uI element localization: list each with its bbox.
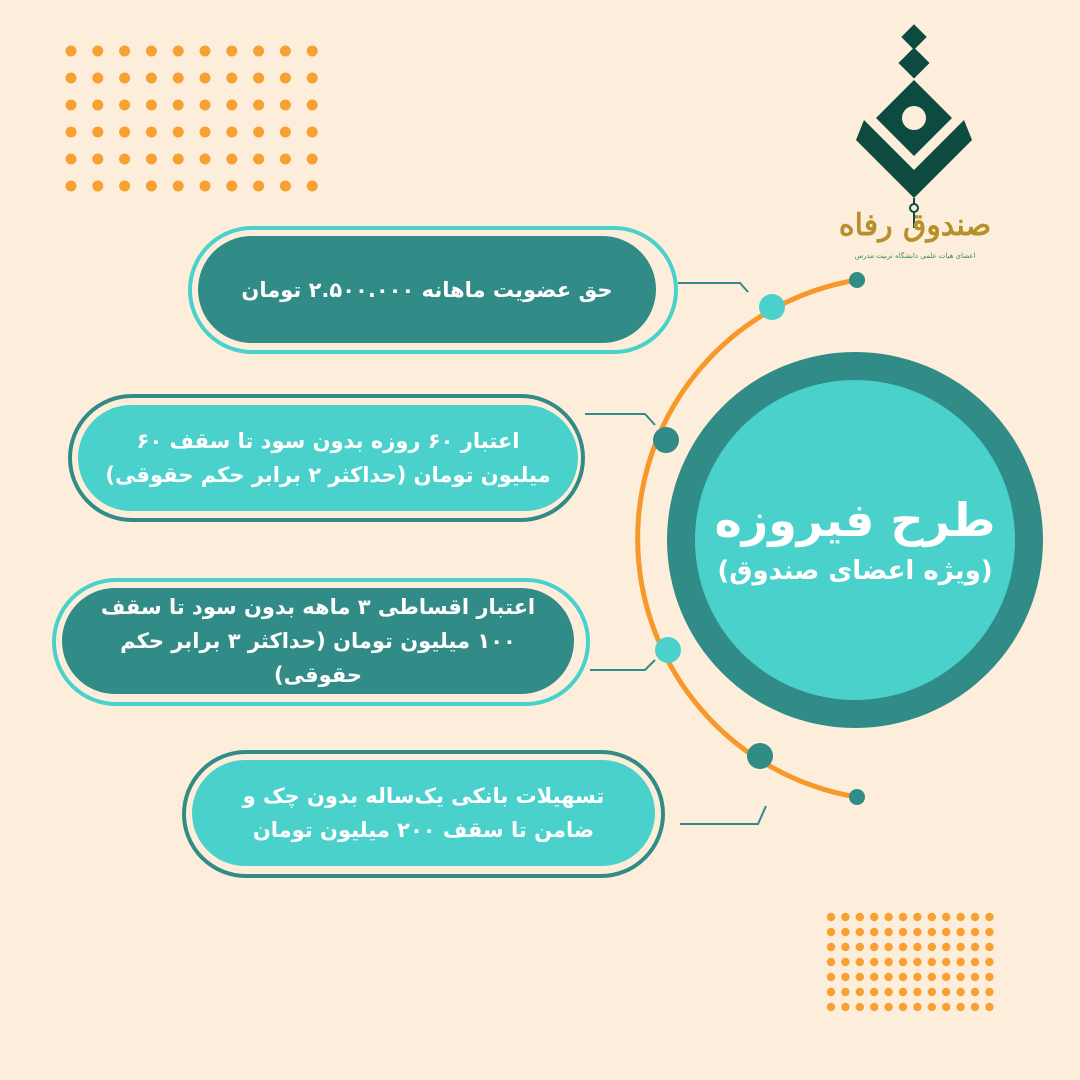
item-2-text: اعتبار ۶۰ روزه بدون سود تا سقف ۶۰ میلیون تومان (حداکثر ۲ برابر حکم حقوقی): [105, 429, 551, 487]
decor-dot: [913, 943, 921, 951]
connector-2: [585, 414, 655, 425]
decor-dot: [827, 928, 835, 936]
decor-dot: [173, 100, 184, 111]
decor-dot: [200, 73, 211, 84]
decor-dot: [66, 46, 77, 57]
decor-dot: [884, 928, 892, 936]
decor-dot: [827, 943, 835, 951]
plan-subtitle: (ویژه اعضای صندوق): [717, 556, 993, 586]
decor-dot: [307, 73, 318, 84]
timeline-node-2: [653, 427, 679, 453]
decor-dot: [173, 127, 184, 138]
decor-dot: [307, 154, 318, 165]
decor-dot: [985, 973, 993, 981]
decor-dot: [92, 154, 103, 165]
decor-dot: [870, 973, 878, 981]
decor-dot: [146, 181, 157, 192]
decor-dot: [971, 958, 979, 966]
decor-dot: [856, 973, 864, 981]
decor-dot: [956, 958, 964, 966]
decor-dot: [899, 913, 907, 921]
decor-dot: [884, 943, 892, 951]
decor-dot: [928, 1003, 936, 1011]
decor-dot: [884, 958, 892, 966]
decor-dot: [92, 46, 103, 57]
decor-dot: [942, 913, 950, 921]
item-4-text: تسهیلات بانکی یک‌ساله بدون چک و ضامن تا سقف ۲۰۰ میلیون تومان: [242, 784, 605, 842]
decor-dot: [942, 973, 950, 981]
decor-dot: [899, 973, 907, 981]
decor-dot: [226, 100, 237, 111]
decor-dot: [942, 928, 950, 936]
decor-dot: [841, 943, 849, 951]
decor-dot: [913, 913, 921, 921]
decor-dot: [856, 928, 864, 936]
decor-dot: [928, 988, 936, 996]
decor-dot: [913, 958, 921, 966]
decor-dot: [956, 1003, 964, 1011]
decor-dot: [827, 913, 835, 921]
item-1-text: حق عضویت ماهانه ۲.۵۰۰.۰۰۰ تومان: [241, 277, 613, 302]
decor-dot: [200, 100, 211, 111]
decor-dot: [173, 46, 184, 57]
decor-dot: [66, 181, 77, 192]
decor-dot: [200, 46, 211, 57]
decor-dot: [856, 913, 864, 921]
decor-dot: [942, 988, 950, 996]
decor-dot: [827, 973, 835, 981]
decor-dot: [92, 100, 103, 111]
item-3-card: [62, 588, 574, 694]
decor-dot: [66, 127, 77, 138]
decor-dot: [226, 127, 237, 138]
dot-grid-top-left: [66, 46, 318, 192]
decor-dot: [956, 928, 964, 936]
decor-dot: [985, 913, 993, 921]
decor-dot: [280, 46, 291, 57]
decor-dot: [913, 973, 921, 981]
decor-dot: [928, 928, 936, 936]
decor-dot: [899, 928, 907, 936]
arc-end-node-top: [849, 272, 865, 288]
decor-dot: [146, 127, 157, 138]
decor-dot: [92, 73, 103, 84]
connector-1: [678, 283, 748, 292]
decor-dot: [884, 1003, 892, 1011]
decor-dot: [899, 958, 907, 966]
decor-dot: [913, 988, 921, 996]
decor-dot: [971, 928, 979, 936]
logo-subtitle: اعضای هیات علمی دانشگاه تربیت مدرس: [854, 252, 976, 260]
decor-dot: [870, 928, 878, 936]
decor-dot: [956, 913, 964, 921]
decor-dot: [971, 1003, 979, 1011]
decor-dot: [119, 181, 130, 192]
decor-dot: [307, 127, 318, 138]
decor-dot: [856, 988, 864, 996]
decor-dot: [856, 958, 864, 966]
decor-dot: [899, 1003, 907, 1011]
decor-dot: [253, 73, 264, 84]
decor-dot: [956, 943, 964, 951]
connector-4: [680, 806, 766, 824]
decor-dot: [92, 127, 103, 138]
decor-dot: [956, 988, 964, 996]
decor-dot: [913, 928, 921, 936]
decor-dot: [985, 1003, 993, 1011]
decor-dot: [146, 100, 157, 111]
decor-dot: [307, 181, 318, 192]
decor-dot: [928, 973, 936, 981]
decor-dot: [841, 973, 849, 981]
decor-dot: [253, 46, 264, 57]
decor-dot: [884, 973, 892, 981]
decor-dot: [226, 73, 237, 84]
decor-dot: [173, 154, 184, 165]
timeline-node-3: [655, 637, 681, 663]
decor-dot: [827, 1003, 835, 1011]
decor-dot: [956, 973, 964, 981]
item-4-card: [192, 760, 655, 866]
decor-dot: [173, 73, 184, 84]
decor-dot: [200, 127, 211, 138]
plan-title: طرح فیروزه: [714, 493, 996, 547]
decor-dot: [856, 943, 864, 951]
decor-dot: [942, 943, 950, 951]
item-2-card: [78, 405, 578, 511]
decor-dot: [146, 154, 157, 165]
logo-mark-icon: [856, 24, 972, 228]
decor-dot: [280, 73, 291, 84]
decor-dot: [870, 958, 878, 966]
decor-dot: [870, 943, 878, 951]
decor-dot: [226, 181, 237, 192]
decor-dot: [870, 988, 878, 996]
decor-dot: [307, 100, 318, 111]
decor-dot: [899, 943, 907, 951]
decor-dot: [146, 73, 157, 84]
decor-dot: [884, 913, 892, 921]
decor-dot: [985, 943, 993, 951]
decor-dot: [985, 958, 993, 966]
decor-dot: [827, 958, 835, 966]
decor-dot: [66, 100, 77, 111]
decor-dot: [913, 1003, 921, 1011]
decor-dot: [253, 127, 264, 138]
decor-dot: [92, 181, 103, 192]
decor-dot: [280, 154, 291, 165]
decor-dot: [971, 913, 979, 921]
decor-dot: [226, 46, 237, 57]
decor-dot: [971, 973, 979, 981]
decor-dot: [841, 913, 849, 921]
decor-dot: [827, 988, 835, 996]
decor-dot: [985, 988, 993, 996]
decor-dot: [119, 73, 130, 84]
decor-dot: [119, 100, 130, 111]
decor-dot: [841, 988, 849, 996]
decor-dot: [971, 943, 979, 951]
decor-dot: [253, 154, 264, 165]
decor-dot: [942, 1003, 950, 1011]
decor-dot: [841, 928, 849, 936]
decor-dot: [200, 181, 211, 192]
decor-dot: [884, 988, 892, 996]
decor-dot: [66, 154, 77, 165]
decor-dot: [280, 100, 291, 111]
decor-dot: [253, 181, 264, 192]
decor-dot: [928, 913, 936, 921]
decor-dot: [280, 127, 291, 138]
decor-dot: [280, 181, 291, 192]
decor-dot: [870, 913, 878, 921]
decor-dot: [66, 73, 77, 84]
decor-dot: [119, 46, 130, 57]
item-3-text: اعتبار اقساطی ۳ ماهه بدون سود تا سقف ۱۰۰ میلیون تومان (حداکثر ۳ برابر حکم حقوقی): [100, 595, 536, 687]
decor-dot: [173, 181, 184, 192]
decor-dot: [841, 958, 849, 966]
decor-dot: [841, 1003, 849, 1011]
decor-dot: [226, 154, 237, 165]
decor-dot: [119, 154, 130, 165]
decor-dot: [942, 958, 950, 966]
connector-3: [590, 660, 655, 670]
decor-dot: [870, 1003, 878, 1011]
decor-dot: [200, 154, 211, 165]
timeline-node-4: [747, 743, 773, 769]
timeline-node-1: [759, 294, 785, 320]
decor-dot: [856, 1003, 864, 1011]
decor-dot: [928, 958, 936, 966]
arc-end-node-bottom: [849, 789, 865, 805]
decor-dot: [985, 928, 993, 936]
logo-title: صندوق رفاه: [838, 208, 992, 243]
decor-dot: [253, 100, 264, 111]
decor-dot: [307, 46, 318, 57]
decor-dot: [899, 988, 907, 996]
decor-dot: [146, 46, 157, 57]
item-1-card: [198, 236, 656, 343]
decor-dot: [119, 127, 130, 138]
decor-dot: [928, 943, 936, 951]
dot-grid-bottom-right: [827, 913, 994, 1011]
decor-dot: [971, 988, 979, 996]
center-label: [695, 380, 1015, 700]
